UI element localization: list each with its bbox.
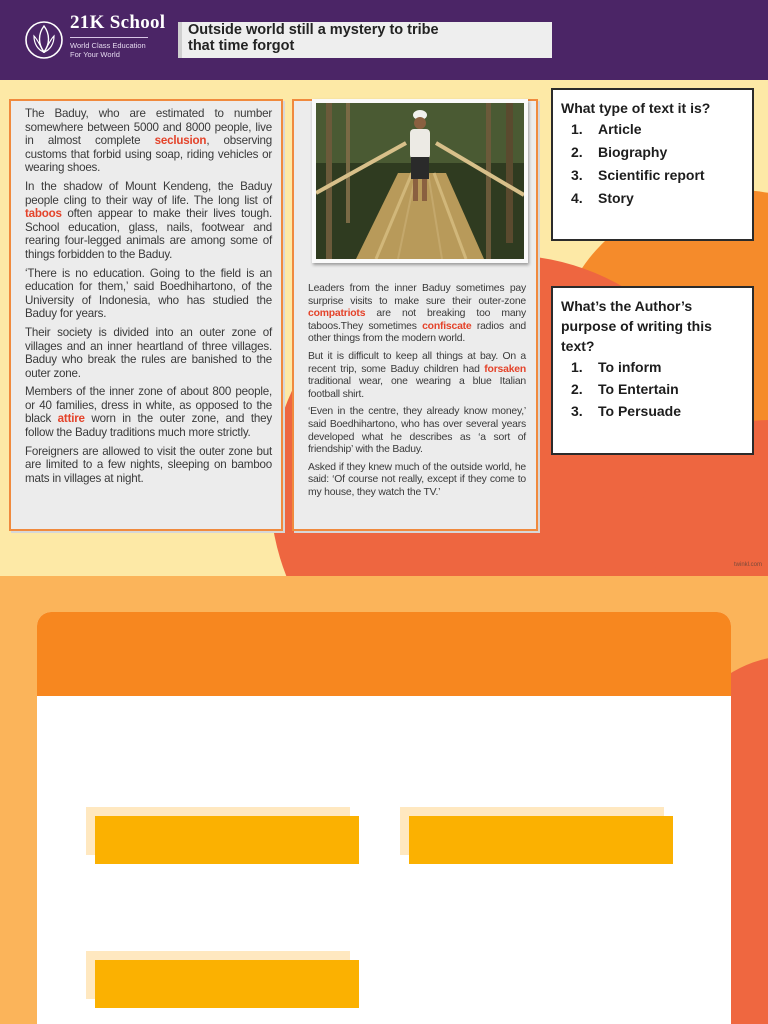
lotus-logo-icon xyxy=(24,12,64,68)
bamboo-bridge-illustration xyxy=(316,103,524,259)
school-tagline-1: World Class Education xyxy=(70,41,146,50)
logo-divider xyxy=(70,37,148,38)
answer-option[interactable]: 1. Article xyxy=(571,121,642,137)
article-headline xyxy=(178,22,552,58)
question-text-type xyxy=(551,88,754,241)
vocab-attire: attire xyxy=(57,412,85,426)
question-author-purpose xyxy=(551,286,754,455)
question-title: What’s the Author’s purpose of writing this text? xyxy=(561,298,712,354)
question-title: What type of text it is? xyxy=(561,100,711,116)
school-tagline-2: For Your World xyxy=(70,50,120,59)
vocab-compatriots: compatriots xyxy=(308,308,366,320)
school-logo-text xyxy=(70,12,165,59)
answer-option[interactable]: 3. Scientific report xyxy=(571,167,705,183)
article-column-left xyxy=(9,99,283,531)
vocab-taboos: taboos xyxy=(25,207,62,221)
article-paragraph: ‘Even in the centre, they already know money,’ said Boedhihartono, who has over several years developed what he describes as ‘a sort of friendship’ with the Baduy. xyxy=(308,406,526,456)
article-column-right xyxy=(292,99,538,531)
tribesman-bridge-photo xyxy=(312,99,528,263)
slide-header xyxy=(0,0,768,80)
answer-option[interactable]: 2. To Entertain xyxy=(571,381,679,397)
blank-template-slide xyxy=(0,576,768,1024)
content-panel xyxy=(37,612,731,1024)
answer-option[interactable]: 2. Biography xyxy=(571,144,668,160)
answer-options xyxy=(561,356,744,422)
article-paragraph: Leaders from the inner Baduy sometimes pay surprise visits to make sure their outer-zone compatriots are not breaking too many taboos.They sometimes confiscate radios and other things from the modern world. xyxy=(308,283,526,345)
answer-option[interactable]: 1. To inform xyxy=(571,359,662,375)
article-paragraph: ‘There is no education. Going to the field is an education for them,’ said Boedhihartono, of the University of Indonesia, who has studied the Baduy for years. xyxy=(25,266,272,321)
text-placeholder-bar[interactable] xyxy=(409,816,673,864)
text-placeholder-bar[interactable] xyxy=(95,960,359,1008)
school-name: 21K School xyxy=(70,12,166,33)
article-paragraph: Asked if they knew much of the outside world, he said: ‘Of course not really, except if they come to my house, they watch the TV.’ xyxy=(308,461,526,498)
text-placeholder-bar[interactable] xyxy=(95,816,359,864)
article-paragraph: Foreigners are allowed to visit the outer zone but are limited to a few nights, sleeping on bamboo mats in villages at night. xyxy=(25,444,272,485)
source-credit: twinkl.com xyxy=(733,562,762,568)
vocab-forsaken: forsaken xyxy=(484,363,526,375)
answer-option[interactable]: 4. Story xyxy=(571,190,634,206)
article-paragraph: Their society is divided into an outer zone of villages and an inner heartland of three villages. Baduy who break the rules are banished to the outer zone. xyxy=(25,325,272,380)
article-paragraph: But it is difficult to keep all things at bay. On a recent trip, some Baduy children had forsaken traditional wear, one wearing a blue Italian football shirt. xyxy=(308,350,526,400)
article-paragraph: Members of the inner zone of about 800 people, or 40 families, dress in white, as opposed to the black attire worn in the outer zone, and they follow the Baduy traditions much more strictly. xyxy=(25,385,272,440)
article-paragraph: In the shadow of Mount Kendeng, the Baduy people cling to their way of life. The long list of taboos often appear to make their lives tough. School education, glass, nails, footwear and rearing four-legged animals are among some of things forbidden to the Baduy. xyxy=(25,179,272,261)
answer-option[interactable]: 3. To Persuade xyxy=(571,403,681,419)
headline-line-2: that time forgot xyxy=(188,38,295,54)
vocab-seclusion: seclusion xyxy=(154,134,207,148)
panel-header-bar xyxy=(37,612,731,696)
answer-options xyxy=(561,118,744,210)
article-paragraph: The Baduy, who are estimated to number somewhere between 5000 and 8000 people, live in almost complete seclusion, observing customs that forbid using soap, riding vehicles or wearing shoes. xyxy=(25,107,273,175)
vocab-confiscate: confiscate xyxy=(422,320,472,332)
headline-line-1: Outside world still a mystery to tribe xyxy=(188,22,439,38)
